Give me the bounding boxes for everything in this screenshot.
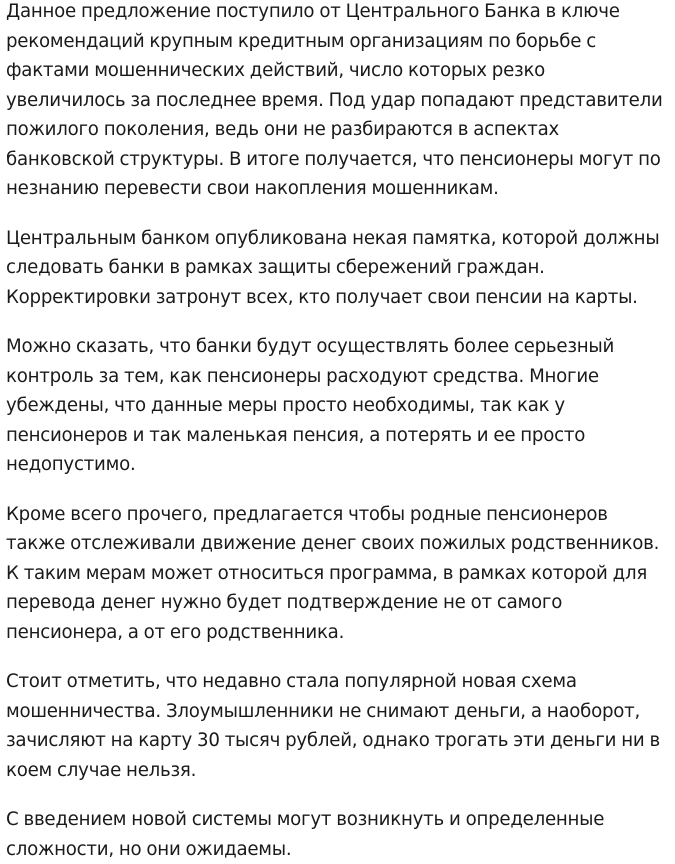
paragraph: С введением новой системы могут возникнуть и определенные сложности, но они ожидаемы. bbox=[6, 809, 605, 860]
paragraph: Центральным банком опубликована некая памятка, которой должны следовать банки в рамках защиты сбережений граждан. Корректировки затронут всех, кто получает свои пенсии на карты. bbox=[6, 227, 660, 308]
paragraph: Данное предложение поступило от Центрального Банка в ключе рекомендаций крупным кредитным организациям по борьбе с фактами мошеннических действий, число которых резко увеличилось за последнее время. Под удар попадают представители пожилого поколения, ведь они не разбираются в аспектах банковской структуры. В итоге получается, что пенсионеры могут по незнанию перевести свои накопления мошенникам. bbox=[6, 1, 663, 199]
paragraph: Стоит отметить, что недавно стала популярной новая схема мошенничества. Злоумышленники не снимают деньги, а наоборот, зачисляют на карту 30 тысяч рублей, однако трогать эти деньги ни в коем случае нельзя. bbox=[6, 671, 660, 781]
paragraph: Кроме всего прочего, предлагается чтобы родные пенсионеров также отслеживали движение денег своих пожилых родственников. К таким мерам может относиться программа, в рамках которой для перевода денег нужно будет подтверждение не от самого пенсионера, а от его родственника. bbox=[6, 503, 660, 643]
paragraph: Можно сказать, что банки будут осуществлять более серьезный контроль за тем, как пенсионеры расходуют средства. Многие убеждены, что данные меры просто необходимы, так как у пенсионеров и так маленькая пенсия, а потерять и ее просто недопустимо. bbox=[6, 336, 615, 475]
